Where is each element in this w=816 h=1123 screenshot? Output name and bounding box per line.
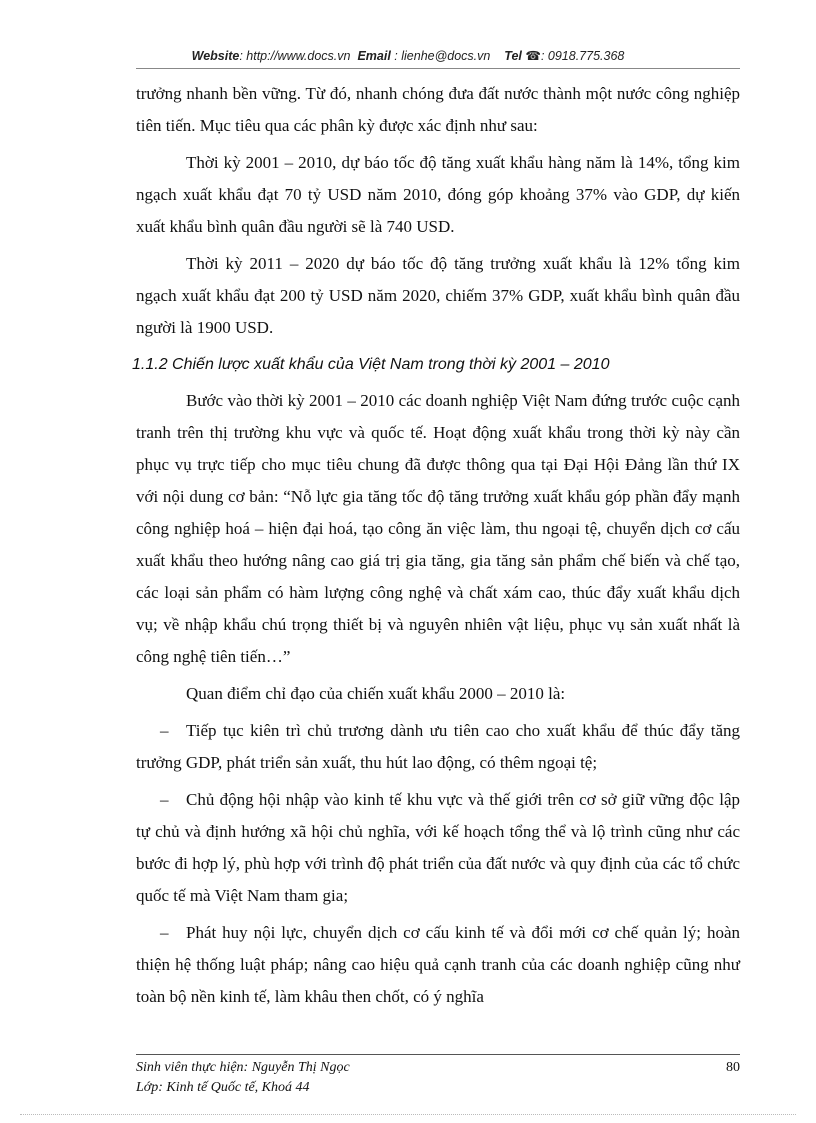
email-value: : lienhe@docs.vn	[390, 49, 491, 63]
email-label: Email	[357, 49, 391, 63]
tel-label: Tel	[504, 49, 522, 63]
website-value: : http://www.docs.vn	[239, 49, 351, 63]
bullet-text-2: Chủ động hội nhập vào kinh tế khu vực và thế giới trên cơ sở giữ vững độc lập tự chủ và định hướng xã hội chủ nghĩa, với kế hoạch tổng thể và lộ trình cũng như các bước đi hợp lý, phù hợp với trình độ phát triển của đất nước và quy định của các tổ chức quốc tế mà Việt Nam tham gia;	[136, 790, 740, 905]
paragraph-3: Thời kỳ 2011 – 2020 dự báo tốc độ tăng trưởng xuất khẩu là 12% tổng kim ngạch xuất khẩu đạt 200 tỷ USD năm 2020, chiếm 37% GDP, xuất khẩu bình quân đầu người là 1900 USD.	[136, 254, 740, 337]
footer-divider	[136, 1054, 740, 1055]
document-body	[132, 78, 740, 1018]
bullet-marker: –	[160, 721, 169, 740]
bullet-item	[136, 784, 740, 912]
bullet-item	[136, 715, 740, 779]
bullet-item	[136, 917, 740, 1013]
page-number: 80	[726, 1060, 740, 1075]
footer-class: Lớp: Kinh tế Quốc tế, Khoá 44	[136, 1080, 310, 1095]
footer-student: Sinh viên thực hiện: Nguyễn Thị Ngọc	[136, 1060, 350, 1075]
bullet-text-3: Phát huy nội lực, chuyển dịch cơ cấu kinh tế và đổi mới cơ chế quản lý; hoàn thiện hệ thống luật pháp; nâng cao hiệu quả cạnh tranh của các doanh nghiệp cũng như toàn bộ nền kinh tế, làm khâu then chốt, có ý nghĩa	[136, 923, 740, 1006]
tel-value: : 0918.775.368	[540, 49, 625, 63]
section-heading: 1.1.2 Chiến lược xuất khẩu của Việt Nam trong thời kỳ 2001 – 2010	[132, 356, 610, 373]
paragraph-5: Quan điểm chỉ đạo của chiến xuất khẩu 2000 – 2010 là:	[186, 684, 566, 703]
phone-icon: ☎	[525, 49, 541, 63]
bullet-marker: –	[160, 923, 169, 942]
page-footer	[136, 1058, 740, 1098]
page-edge-divider	[20, 1114, 796, 1115]
page-header	[0, 48, 816, 63]
header-divider	[136, 68, 740, 69]
bullet-text-1: Tiếp tục kiên trì chủ trương dành ưu tiên cao cho xuất khẩu để thúc đẩy tăng trưởng GDP, phát triển sản xuất, thu hút lao động, có thêm ngoại tệ;	[136, 721, 740, 772]
paragraph-4: Bước vào thời kỳ 2001 – 2010 các doanh nghiệp Việt Nam đứng trước cuộc cạnh tranh trên thị trường khu vực và quốc tế. Hoạt động xuất khẩu trong thời kỳ này cần phục vụ trực tiếp cho mục tiêu chung đã được thông qua tại Đại Hội Đảng lần thứ IX với nội dung cơ bản: “Nỗ lực gia tăng tốc độ tăng trưởng xuất khẩu góp phần đẩy mạnh công nghiệp hoá – hiện đại hoá, tạo công ăn việc làm, thu ngoại tệ, chuyển dịch cơ cấu xuất khẩu theo hướng nâng cao giá trị gia tăng, gia tăng sản phẩm chế biến và chế tạo, các loại sản phẩm có hàm lượng công nghệ và chất xám cao, thúc đẩy xuất khẩu dịch vụ; về nhập khẩu chú trọng thiết bị và nguyên nhiên vật liệu, phục vụ sản xuất nhất là công nghệ tiên tiến…”	[136, 391, 740, 666]
bullet-marker: –	[160, 790, 169, 809]
paragraph-1: trưởng nhanh bền vững. Từ đó, nhanh chóng đưa đất nước thành một nước công nghiệp tiên tiến. Mục tiêu qua các phân kỳ được xác định như sau:	[136, 84, 740, 135]
website-label: Website	[191, 49, 240, 63]
paragraph-2: Thời kỳ 2001 – 2010, dự báo tốc độ tăng xuất khẩu hàng năm là 14%, tổng kim ngạch xuất khẩu đạt 70 tỷ USD năm 2010, đóng góp khoảng 37% vào GDP, dự kiến xuất khẩu bình quân đầu người sẽ là 740 USD.	[136, 153, 740, 236]
